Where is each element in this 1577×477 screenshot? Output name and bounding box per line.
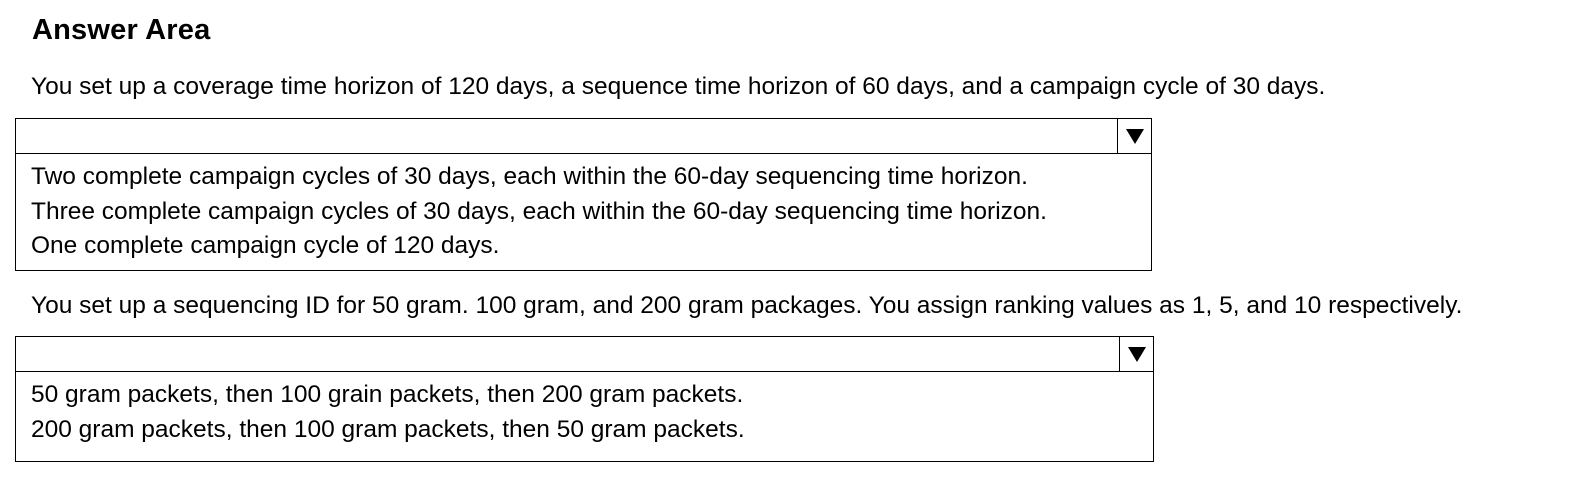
- triangle-down-icon: [1126, 129, 1144, 144]
- question-2-dropdown[interactable]: [15, 336, 1154, 462]
- question-1-dropdown-toggle[interactable]: [1117, 119, 1151, 153]
- question-1-option-2[interactable]: Three complete campaign cycles of 30 days, each within the 60-day sequencing time horizon.: [31, 197, 1047, 225]
- answer-area-title: Answer Area: [32, 14, 211, 46]
- triangle-down-icon: [1128, 347, 1146, 362]
- question-1-dropdown-header[interactable]: [16, 119, 1151, 154]
- question-2-dropdown-header[interactable]: [16, 337, 1153, 372]
- question-2-option-2[interactable]: 200 gram packets, then 100 gram packets, then 50 gram packets.: [31, 415, 745, 443]
- question-2-text: You set up a sequencing ID for 50 gram. 100 gram, and 200 gram packages. You assign ranking values as 1, 5, and 10 respectively.: [31, 292, 1463, 319]
- question-1-option-1[interactable]: Two complete campaign cycles of 30 days, each within the 60-day sequencing time horizon.: [31, 163, 1028, 190]
- question-2-options-list: [16, 372, 1153, 447]
- question-2-option-1[interactable]: 50 gram packets, then 100 grain packets, then 200 gram packets.: [31, 381, 744, 408]
- question-1-options-list: [16, 154, 1151, 264]
- question-1-dropdown[interactable]: [15, 118, 1152, 271]
- question-1-text: You set up a coverage time horizon of 120 days, a sequence time horizon of 60 days, and a campaign cycle of 30 days.: [31, 73, 1326, 100]
- question-1-option-3[interactable]: One complete campaign cycle of 120 days.: [31, 232, 500, 259]
- question-2-dropdown-toggle[interactable]: [1119, 337, 1153, 371]
